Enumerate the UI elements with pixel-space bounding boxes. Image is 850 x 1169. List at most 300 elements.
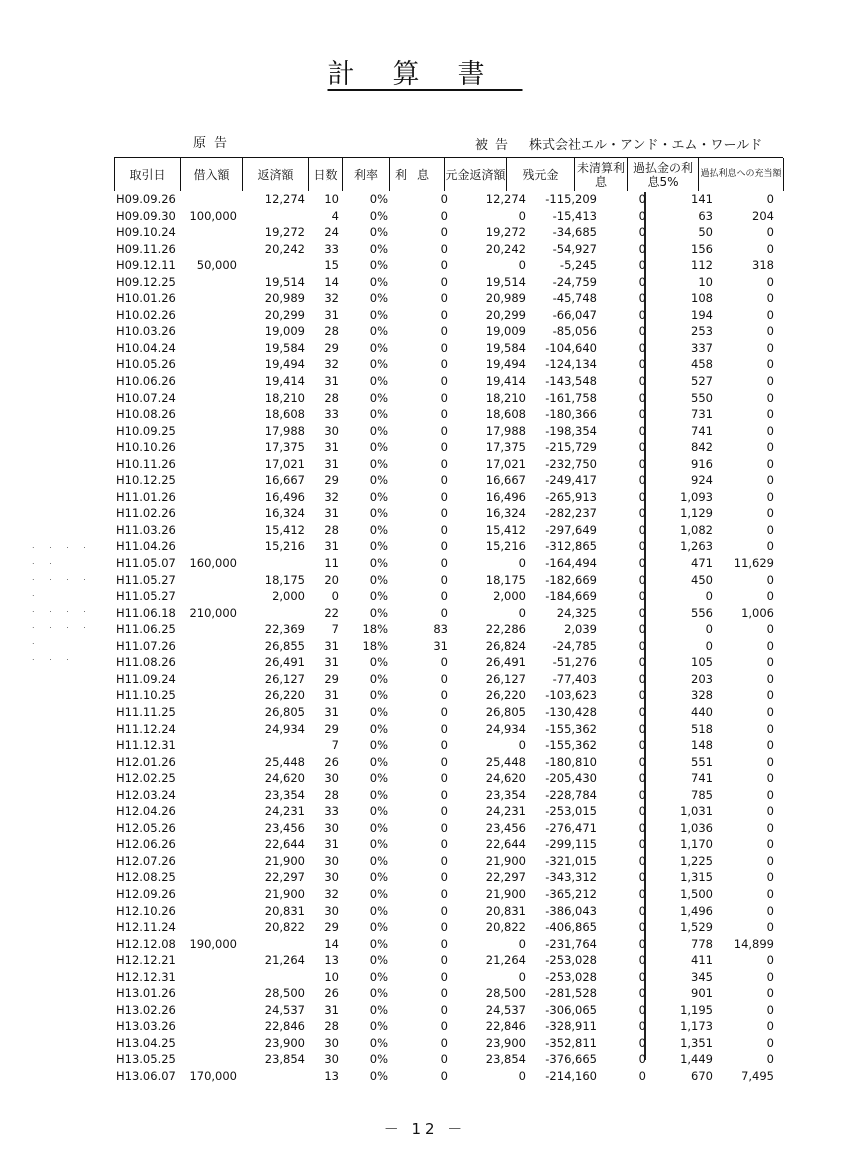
cell-date: H11.07.26 [116, 638, 176, 653]
cell-overpayment-interest: 471 [691, 556, 713, 571]
cell-interest: 0 [440, 1002, 448, 1017]
cell-overpayment-interest: 108 [691, 291, 713, 306]
cell-allocation: 0 [766, 506, 774, 521]
table-row [0, 440, 850, 457]
cell-balance: -124,134 [545, 357, 597, 372]
cell-principal-repaid: 19,009 [485, 324, 526, 339]
cell-repaid: 22,297 [264, 870, 305, 885]
cell-date: H11.06.18 [116, 605, 176, 620]
cell-date: H10.02.26 [116, 307, 176, 322]
cell-allocation: 0 [766, 953, 774, 968]
cell-interest: 0 [440, 374, 448, 389]
cell-date: H10.08.26 [116, 407, 176, 422]
cell-unsettled-interest: 0 [638, 489, 646, 504]
table-row [0, 738, 850, 755]
table-row [0, 291, 850, 308]
cell-repaid: 20,989 [264, 291, 305, 306]
cell-days: 29 [324, 340, 339, 355]
cell-balance: -231,764 [545, 936, 597, 951]
cell-principal-repaid: 19,414 [485, 374, 526, 389]
cell-overpayment-interest: 1,315 [680, 870, 713, 885]
cell-days: 30 [324, 853, 339, 868]
cell-date: H11.08.26 [116, 655, 176, 670]
cell-rate: 0% [369, 920, 388, 935]
cell-date: H11.11.25 [116, 704, 176, 719]
cell-date: H10.07.24 [116, 390, 176, 405]
cell-unsettled-interest: 0 [638, 522, 646, 537]
cell-rate: 0% [369, 324, 388, 339]
cell-repaid: 23,854 [264, 1052, 305, 1067]
header-days: 日数 [308, 158, 343, 191]
cell-unsettled-interest: 0 [638, 787, 646, 802]
table-row [0, 1019, 850, 1036]
cell-principal-repaid: 0 [518, 208, 526, 223]
cell-days: 15 [324, 258, 339, 273]
cell-overpayment-interest: 1,496 [680, 903, 713, 918]
cell-overpayment-interest: 148 [691, 738, 713, 753]
cell-date: H12.05.26 [116, 820, 176, 835]
cell-balance: -85,056 [552, 324, 597, 339]
cell-balance: -253,028 [545, 953, 597, 968]
cell-days: 28 [324, 522, 339, 537]
cell-allocation: 0 [766, 820, 774, 835]
cell-unsettled-interest: 0 [638, 721, 646, 736]
cell-interest: 0 [440, 258, 448, 273]
cell-overpayment-interest: 785 [691, 787, 713, 802]
cell-principal-repaid: 16,667 [485, 473, 526, 488]
cell-rate: 0% [369, 589, 388, 604]
cell-interest: 0 [440, 853, 448, 868]
cell-overpayment-interest: 203 [691, 671, 713, 686]
header-borrowed: 借入額 [180, 158, 243, 191]
cell-date: H11.10.25 [116, 688, 176, 703]
cell-repaid: 24,620 [264, 771, 305, 786]
cell-balance: -282,237 [545, 506, 597, 521]
cell-interest: 0 [440, 241, 448, 256]
cell-balance: 24,325 [556, 605, 597, 620]
page-number: － 12 － [383, 1120, 467, 1138]
cell-balance: -205,430 [545, 771, 597, 786]
cell-rate: 0% [369, 225, 388, 240]
cell-rate: 0% [369, 771, 388, 786]
cell-allocation: 318 [752, 258, 774, 273]
header-principal-repaid: 元金返済額 [444, 158, 507, 191]
table-row [0, 391, 850, 408]
cell-repaid: 21,264 [264, 953, 305, 968]
cell-allocation: 0 [766, 539, 774, 554]
cell-interest: 0 [440, 506, 448, 521]
cell-interest: 0 [440, 589, 448, 604]
cell-allocation: 0 [766, 622, 774, 637]
cell-principal-repaid: 26,220 [485, 688, 526, 703]
cell-allocation: 0 [766, 986, 774, 1001]
cell-allocation: 0 [766, 456, 774, 471]
cell-allocation: 0 [766, 920, 774, 935]
cell-balance: -180,366 [545, 407, 597, 422]
table-row [0, 225, 850, 242]
cell-interest: 0 [440, 407, 448, 422]
cell-unsettled-interest: 0 [638, 704, 646, 719]
cell-balance: -34,685 [552, 225, 597, 240]
cell-rate: 0% [369, 390, 388, 405]
cell-allocation: 0 [766, 489, 774, 504]
cell-repaid: 26,855 [264, 638, 305, 653]
cell-allocation: 0 [766, 688, 774, 703]
cell-balance: -155,362 [545, 721, 597, 736]
cell-balance: -214,160 [545, 1068, 597, 1083]
cell-interest: 0 [440, 192, 448, 206]
cell-repaid: 2,000 [272, 589, 305, 604]
table-row [0, 258, 850, 275]
cell-interest: 0 [440, 274, 448, 289]
cell-borrowed: 170,000 [189, 1068, 237, 1083]
cell-balance: -182,669 [545, 572, 597, 587]
cell-allocation: 0 [766, 704, 774, 719]
cell-overpayment-interest: 156 [691, 241, 713, 256]
cell-rate: 0% [369, 605, 388, 620]
cell-unsettled-interest: 0 [638, 622, 646, 637]
cell-balance: -184,669 [545, 589, 597, 604]
cell-allocation: 0 [766, 853, 774, 868]
cell-interest: 0 [440, 738, 448, 753]
table-row [0, 589, 850, 606]
cell-date: H12.06.26 [116, 837, 176, 852]
cell-overpayment-interest: 527 [691, 374, 713, 389]
cell-rate: 0% [369, 1052, 388, 1067]
cell-overpayment-interest: 1,263 [680, 539, 713, 554]
cell-date: H13.03.26 [116, 1019, 176, 1034]
cell-interest: 0 [440, 324, 448, 339]
cell-principal-repaid: 21,264 [485, 953, 526, 968]
cell-unsettled-interest: 0 [638, 589, 646, 604]
cell-repaid: 22,644 [264, 837, 305, 852]
cell-date: H11.06.25 [116, 622, 176, 637]
cell-date: H10.01.26 [116, 291, 176, 306]
cell-days: 33 [324, 407, 339, 422]
cell-interest: 0 [440, 539, 448, 554]
cell-repaid: 26,805 [264, 704, 305, 719]
cell-overpayment-interest: 337 [691, 340, 713, 355]
cell-balance: -45,748 [552, 291, 597, 306]
table-row [0, 887, 850, 904]
cell-allocation: 0 [766, 638, 774, 653]
cell-principal-repaid: 20,822 [485, 920, 526, 935]
cell-repaid: 19,414 [264, 374, 305, 389]
cell-days: 14 [324, 936, 339, 951]
cell-rate: 0% [369, 340, 388, 355]
cell-days: 28 [324, 390, 339, 405]
cell-interest: 0 [440, 688, 448, 703]
cell-date: H11.05.07 [116, 556, 176, 571]
cell-days: 30 [324, 1035, 339, 1050]
cell-repaid: 15,216 [264, 539, 305, 554]
cell-date: H13.01.26 [116, 986, 176, 1001]
cell-date: H10.10.26 [116, 440, 176, 455]
cell-date: H11.02.26 [116, 506, 176, 521]
cell-principal-repaid: 22,846 [485, 1019, 526, 1034]
cell-rate: 0% [369, 456, 388, 471]
cell-overpayment-interest: 1,500 [680, 886, 713, 901]
cell-date: H12.01.26 [116, 754, 176, 769]
table-header [114, 157, 783, 191]
cell-repaid: 26,491 [264, 655, 305, 670]
cell-overpayment-interest: 551 [691, 754, 713, 769]
cell-days: 31 [324, 374, 339, 389]
cell-unsettled-interest: 0 [638, 870, 646, 885]
cell-rate: 18% [362, 638, 388, 653]
cell-allocation: 0 [766, 307, 774, 322]
cell-allocation: 204 [752, 208, 774, 223]
cell-days: 31 [324, 837, 339, 852]
cell-days: 7 [331, 738, 339, 753]
cell-interest: 0 [440, 423, 448, 438]
cell-interest: 0 [440, 771, 448, 786]
cell-allocation: 0 [766, 589, 774, 604]
cell-allocation: 0 [766, 804, 774, 819]
cell-rate: 0% [369, 357, 388, 372]
cell-rate: 0% [369, 655, 388, 670]
defendant-block [475, 134, 762, 153]
cell-days: 14 [324, 274, 339, 289]
cell-principal-repaid: 16,324 [485, 506, 526, 521]
cell-balance: -103,623 [545, 688, 597, 703]
cell-unsettled-interest: 0 [638, 1019, 646, 1034]
cell-balance: -343,312 [545, 870, 597, 885]
cell-repaid: 23,900 [264, 1035, 305, 1050]
cell-overpayment-interest: 458 [691, 357, 713, 372]
cell-unsettled-interest: 0 [638, 192, 646, 206]
cell-principal-repaid: 24,537 [485, 1002, 526, 1017]
cell-allocation: 0 [766, 837, 774, 852]
header-rate: 利率 [342, 158, 390, 191]
cell-repaid: 18,608 [264, 407, 305, 422]
scan-specks: . . . . . . . . . . . . . . . . . . . . . . . [32, 541, 92, 662]
cell-balance: -5,245 [559, 258, 597, 273]
cell-unsettled-interest: 0 [638, 986, 646, 1001]
cell-interest: 0 [440, 903, 448, 918]
cell-principal-repaid: 20,299 [485, 307, 526, 322]
cell-rate: 18% [362, 622, 388, 637]
cell-interest: 0 [440, 556, 448, 571]
cell-interest: 0 [440, 886, 448, 901]
cell-balance: -406,865 [545, 920, 597, 935]
table-row [0, 639, 850, 656]
cell-days: 29 [324, 721, 339, 736]
cell-days: 30 [324, 903, 339, 918]
table-row [0, 722, 850, 739]
table-row [0, 573, 850, 590]
defendant-name: 株式会社エル・アンド・エム・ワールド [529, 138, 763, 153]
cell-balance: -312,865 [545, 539, 597, 554]
cell-interest: 0 [440, 1019, 448, 1034]
cell-interest: 0 [440, 225, 448, 240]
cell-unsettled-interest: 0 [638, 1002, 646, 1017]
table-row [0, 622, 850, 639]
cell-days: 31 [324, 506, 339, 521]
cell-repaid: 16,667 [264, 473, 305, 488]
cell-date: H10.12.25 [116, 473, 176, 488]
cell-repaid: 19,494 [264, 357, 305, 372]
cell-repaid: 21,900 [264, 853, 305, 868]
cell-overpayment-interest: 1,036 [680, 820, 713, 835]
cell-principal-repaid: 17,375 [485, 440, 526, 455]
cell-overpayment-interest: 141 [691, 192, 713, 206]
cell-days: 31 [324, 440, 339, 455]
cell-interest: 0 [440, 1035, 448, 1050]
table-row [0, 424, 850, 441]
cell-days: 33 [324, 804, 339, 819]
cell-principal-repaid: 28,500 [485, 986, 526, 1001]
cell-overpayment-interest: 0 [705, 638, 713, 653]
cell-days: 10 [324, 192, 339, 206]
cell-overpayment-interest: 50 [698, 225, 713, 240]
cell-unsettled-interest: 0 [638, 291, 646, 306]
cell-unsettled-interest: 0 [638, 506, 646, 521]
cell-principal-repaid: 21,900 [485, 886, 526, 901]
cell-interest: 0 [440, 1068, 448, 1083]
cell-borrowed: 190,000 [189, 936, 237, 951]
cell-principal-repaid: 12,274 [485, 192, 526, 206]
cell-interest: 0 [440, 787, 448, 802]
cell-principal-repaid: 22,297 [485, 870, 526, 885]
cell-balance: -215,729 [545, 440, 597, 455]
cell-repaid: 23,456 [264, 820, 305, 835]
cell-overpayment-interest: 1,129 [680, 506, 713, 521]
table-row [0, 473, 850, 490]
cell-allocation: 0 [766, 340, 774, 355]
cell-allocation: 0 [766, 671, 774, 686]
cell-repaid: 23,354 [264, 787, 305, 802]
table-row [0, 937, 850, 954]
cell-unsettled-interest: 0 [638, 423, 646, 438]
cell-unsettled-interest: 0 [638, 258, 646, 273]
cell-balance: -276,471 [545, 820, 597, 835]
cell-date: H12.08.25 [116, 870, 176, 885]
cell-overpayment-interest: 1,449 [680, 1052, 713, 1067]
cell-borrowed: 100,000 [189, 208, 237, 223]
table-row [0, 804, 850, 821]
cell-unsettled-interest: 0 [638, 671, 646, 686]
cell-rate: 0% [369, 440, 388, 455]
cell-principal-repaid: 2,000 [493, 589, 526, 604]
header-allocation: 過払利息への充当額 [698, 158, 784, 191]
cell-repaid: 19,584 [264, 340, 305, 355]
cell-rate: 0% [369, 903, 388, 918]
cell-principal-repaid: 16,496 [485, 489, 526, 504]
cell-days: 31 [324, 456, 339, 471]
cell-days: 33 [324, 241, 339, 256]
cell-days: 24 [324, 225, 339, 240]
cell-date: H10.09.25 [116, 423, 176, 438]
cell-overpayment-interest: 556 [691, 605, 713, 620]
cell-date: H13.04.25 [116, 1035, 176, 1050]
cell-repaid: 17,988 [264, 423, 305, 438]
cell-overpayment-interest: 842 [691, 440, 713, 455]
cell-principal-repaid: 26,491 [485, 655, 526, 670]
cell-interest: 0 [440, 953, 448, 968]
cell-unsettled-interest: 0 [638, 1035, 646, 1050]
cell-principal-repaid: 19,584 [485, 340, 526, 355]
cell-days: 31 [324, 539, 339, 554]
cell-balance: -352,811 [545, 1035, 597, 1050]
cell-days: 0 [331, 589, 339, 604]
cell-unsettled-interest: 0 [638, 324, 646, 339]
cell-interest: 0 [440, 671, 448, 686]
cell-principal-repaid: 15,216 [485, 539, 526, 554]
cell-days: 31 [324, 638, 339, 653]
cell-rate: 0% [369, 539, 388, 554]
cell-balance: -24,785 [552, 638, 597, 653]
cell-interest: 0 [440, 572, 448, 587]
cell-allocation: 0 [766, 969, 774, 984]
cell-principal-repaid: 23,354 [485, 787, 526, 802]
table-row [0, 523, 850, 540]
cell-date: H10.04.24 [116, 340, 176, 355]
cell-repaid: 20,822 [264, 920, 305, 935]
cell-days: 30 [324, 771, 339, 786]
cell-allocation: 0 [766, 473, 774, 488]
cell-days: 28 [324, 787, 339, 802]
cell-allocation: 0 [766, 192, 774, 206]
cell-balance: -51,276 [552, 655, 597, 670]
table-row [0, 870, 850, 887]
cell-rate: 0% [369, 969, 388, 984]
cell-interest: 0 [440, 456, 448, 471]
cell-balance: -54,927 [552, 241, 597, 256]
cell-interest: 0 [440, 870, 448, 885]
cell-principal-repaid: 18,175 [485, 572, 526, 587]
cell-borrowed: 50,000 [196, 258, 237, 273]
table-row [0, 821, 850, 838]
cell-interest: 0 [440, 704, 448, 719]
cell-days: 30 [324, 1052, 339, 1067]
cell-days: 31 [324, 1002, 339, 1017]
cell-repaid: 24,537 [264, 1002, 305, 1017]
cell-principal-repaid: 0 [518, 556, 526, 571]
cell-overpayment-interest: 741 [691, 771, 713, 786]
cell-days: 26 [324, 754, 339, 769]
cell-interest: 0 [440, 291, 448, 306]
cell-days: 28 [324, 324, 339, 339]
cell-date: H13.06.07 [116, 1068, 176, 1083]
cell-overpayment-interest: 112 [691, 258, 713, 273]
cell-date: H10.03.26 [116, 324, 176, 339]
cell-rate: 0% [369, 1002, 388, 1017]
cell-interest: 0 [440, 754, 448, 769]
cell-date: H09.10.24 [116, 225, 176, 240]
cell-principal-repaid: 25,448 [485, 754, 526, 769]
cell-allocation: 0 [766, 1002, 774, 1017]
cell-days: 31 [324, 688, 339, 703]
cell-allocation: 0 [766, 1052, 774, 1067]
table-body [0, 192, 850, 1086]
cell-interest: 0 [440, 721, 448, 736]
cell-date: H13.05.25 [116, 1052, 176, 1067]
header-interest: 利息 [389, 158, 445, 191]
cell-allocation: 0 [766, 357, 774, 372]
cell-balance: -104,640 [545, 340, 597, 355]
cell-days: 30 [324, 870, 339, 885]
cell-repaid: 20,299 [264, 307, 305, 322]
cell-rate: 0% [369, 556, 388, 571]
cell-overpayment-interest: 1,351 [680, 1035, 713, 1050]
cell-interest: 0 [440, 936, 448, 951]
cell-rate: 0% [369, 522, 388, 537]
cell-allocation: 0 [766, 390, 774, 405]
cell-balance: -143,548 [545, 374, 597, 389]
cell-overpayment-interest: 550 [691, 390, 713, 405]
table-row [0, 837, 850, 854]
